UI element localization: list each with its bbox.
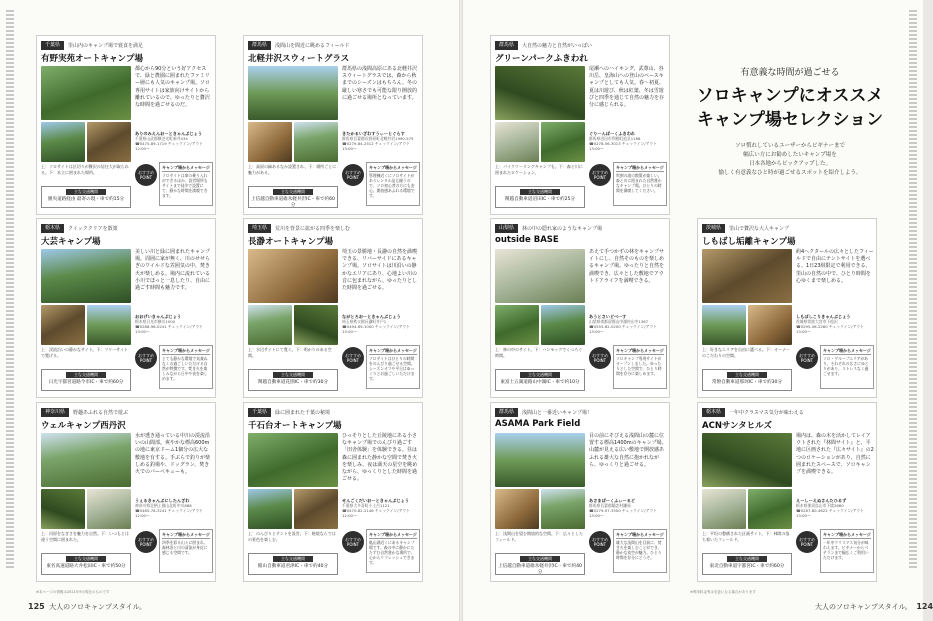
photo-caption: 上：のんびりとテントを設営。下：秘境ならではの景色を楽しむ。	[248, 531, 336, 542]
sub-photo	[702, 305, 746, 345]
sub-photo	[41, 122, 85, 162]
feature-title: ソロキャンプにオススメ キャンプ場セレクション	[696, 86, 884, 130]
campsite-name: 大芸キャンプ場	[41, 237, 101, 247]
main-photo	[248, 249, 338, 303]
campsite-info: えーしーえぬさんたひるず 栃木県那須烏山市下境2680 ☎0287-80-4622 チェックイン/アウト 13:00〜	[796, 498, 864, 518]
sub-photo	[541, 122, 585, 162]
campsite-description: 目の前にそびえる浅間山の麓に位置する標高1400mのキャンプ場。山麓が見える広い敷地で開放感あふれる雄大な自然に抱かれながら、ゆっくりと過ごせる。	[589, 433, 667, 468]
campsite-info: きたかるいざわすうぃーとぐらす 群馬県吾妻郡長野原町北軽井沢1990-579 ☎0279-84-2512 チェックイン/アウト 13:00〜	[342, 131, 414, 151]
photo-caption: 上：高原の緑あるなか設置され、下：場所ごとに魅力がある。	[248, 164, 337, 175]
campsite-card-8	[36, 402, 216, 582]
prefecture-label: 千葉県	[248, 408, 271, 417]
sub-photo	[748, 305, 792, 345]
campsite-name: 千石台オートキャンプ場	[248, 421, 342, 431]
right-edge-stripe	[909, 10, 917, 570]
card-tagline: 浅間山と一番近いキャンプ場！	[522, 409, 593, 416]
main-photo	[41, 249, 131, 303]
sub-photo	[248, 489, 292, 529]
prefecture-label: 神奈川県	[41, 408, 69, 417]
sub-photo	[541, 489, 585, 529]
sub-photo	[495, 122, 539, 162]
photo-caption: 上：河原をなぎさを魅力を自然。下：いつもとは違う空間に囲まれた。	[41, 531, 129, 542]
campsite-name: 長瀞オートキャンプ場	[248, 237, 334, 247]
campsite-card-4	[36, 218, 216, 398]
campsite-card-2	[243, 35, 423, 215]
campsite-description: 群馬県の浅間高原にある北軽井沢スウィートグラスでは、森から秋までのシーズンはもちろん、冬の厳しい寒さでも可能な限り開放的に過ごせる場所となっています。	[342, 66, 418, 101]
access-box: 主な交通機関 関越自動車道花園IC・車で約30分	[248, 369, 338, 391]
campsite-name: しもばし垢離キャンプ場	[702, 237, 796, 247]
campsite-name: グリーンパークふきわれ	[495, 54, 588, 64]
campsite-card-11	[697, 402, 877, 582]
photo-caption: 上：水辺サイトにて寛ぐ。下：明かりのある空間。	[248, 347, 332, 358]
card-tagline: 里山内のキャンプ場で寝食を満足	[68, 42, 144, 49]
recommend-point-badge: おすすめ POINT	[796, 347, 818, 369]
prefecture-label: 栃木県	[702, 408, 725, 417]
campsite-card-5	[243, 218, 423, 398]
sub-photo	[248, 305, 292, 345]
card-tagline: 荒川を背景に拡がる四季を楽しむ	[275, 225, 351, 232]
main-photo	[495, 249, 585, 303]
recommend-point-badge: おすすめ POINT	[589, 347, 611, 369]
card-tagline: 浅間山を間近に眺めるフィールド	[275, 42, 350, 49]
prefecture-label: 群馬県	[495, 41, 518, 50]
sub-photo	[294, 122, 338, 162]
campsite-info: ありのみえんおーときゃんぷじょう 千葉県山武郡横芝光町新井434 ☎0475-89-1719 チェックイン/アウト 12:00〜	[135, 131, 203, 151]
prefecture-label: 群馬県	[248, 41, 271, 50]
campsite-message-box: キャンプ場からメッセージ 雄大な浅間山を目前に、焚き火を楽しむことができ、静かな夜空が魅力。ひとり時間を存分にどうぞ。	[613, 529, 667, 573]
access-box: 主な交通機関 常磐自動車道那珂IC・車で約30分	[702, 369, 792, 391]
campsite-name: 有野実苑オートキャンプ場	[41, 54, 144, 64]
sub-photo	[702, 489, 746, 529]
campsite-message-box: キャンプ場からメッセージ 四季を彩る山々に囲まれ、森林浴と川の清流が身近に感じる空間です。	[159, 529, 213, 573]
sub-photo	[495, 305, 539, 345]
footnote-right: ※利用料金等は変更になる場合があります	[690, 590, 756, 594]
photo-caption: 上：林の中のサイト。下：ハンモックでくつろぐ時間。	[495, 347, 583, 358]
prefecture-label: 千葉県	[41, 41, 64, 50]
sub-photo	[87, 122, 131, 162]
main-photo	[495, 66, 585, 120]
card-tagline: 一年中クラスマス気分が味わえる	[729, 409, 804, 416]
campsite-description: 美しい川と緑に囲まれたキャンプ場。周囲に家が無く、川のせせらぎのワイルドな雰囲気の中、焚き火が楽しめる。場内に流れている小川でほっと一息したり、自由に過ごす時間も魅力です。	[135, 249, 211, 292]
sub-photo	[87, 305, 131, 345]
recommend-point-badge: おすすめ POINT	[135, 531, 157, 553]
campsite-info: ぐりーんぱーくふきわれ 群馬県沼田市利根町追貝1168 ☎0278-56-3013 チェックイン/アウト 13:00〜	[589, 131, 657, 151]
feature-subtitle: 有意義な時間が過ごせる	[740, 68, 840, 78]
prefecture-label: 茨城県	[702, 224, 725, 233]
photo-caption: 上：バイクツーリングキャンプも。下：森と川に囲まれたロケーション。	[495, 164, 583, 175]
feature-description: ソロ慣れしているユーザーからビギナーまで 幅広い方にお勧めしたいキャンプ場を 日本各地からピックアップした。 愉しく有意義なひと時が過ごせるスポットを紹介しよう。	[718, 143, 862, 176]
campsite-message-box: キャンプ場からメッセージ とても静かな環境で気兼ねなくお過ごしいただける自然が特徴です。焚き火を楽しみながら日中や夜を楽しめます。	[159, 345, 213, 389]
recommend-point-badge: おすすめ POINT	[342, 164, 364, 186]
main-photo	[702, 433, 792, 487]
campsite-name: ASAMA Park Field	[495, 419, 581, 429]
recommend-point-badge: おすすめ POINT	[589, 164, 611, 186]
campsite-card-9	[243, 402, 423, 582]
prefecture-label: 群馬県	[495, 408, 518, 417]
campsite-description: あえて手つかずの林をキャンプサイトにし、自然そのものを楽しめるキャンプ場。ゆったりと自然を満喫でき、広々とした敷地でアウトドアライフを満喫できる。	[589, 249, 665, 284]
prefecture-label: 埼玉県	[248, 224, 271, 233]
campsite-name: ウェルキャンプ西丹沢	[41, 421, 126, 431]
campsite-message-box: キャンプ場からメッセージ ソロキャンプ専用サイトがオープンしました。ゆったりとした空間で、ひとり時間を存分に楽しめます。	[613, 345, 667, 389]
footnote-left: ※本ページの情報は2021年9月現在のものです	[36, 590, 110, 594]
page-number-right: 大人のソロキャンプスタイル。 124	[815, 602, 933, 611]
page-gutter	[459, 0, 463, 621]
campsite-description: 埼玉の景勝地・長瀞の自然を満喫できる、リバーサイドにあるキャンプ場。ソロサイトは川沿いの静かなエリアにあり、心地よい川の音に包まれながら、ゆったりとした時間を過ごせる。	[342, 249, 418, 292]
campsite-info: ながとろおーときゃんぷじょう 埼玉県秩父郡長瀞町井戸1 ☎0494-69-1000 チェックイン/アウト 13:00〜	[342, 314, 410, 334]
campsite-info: あさまぱーくふぃーるど 群馬県吾妻郡嬬恋村鎌原 ☎0279-97-3500 チェックイン/アウト 13:00〜	[589, 498, 657, 518]
access-box: 主な交通機関 東北自動車道宇都宮IC・車で約60分	[702, 553, 792, 575]
access-box: 主な交通機関 上信越自動車道碓氷軽井沢IC・車で約60分	[248, 186, 338, 208]
sub-photo	[495, 489, 539, 529]
main-photo	[248, 433, 338, 487]
left-edge-stripe	[6, 10, 14, 570]
recommend-point-badge: おすすめ POINT	[135, 347, 157, 369]
card-tagline: クイッククリアを散策	[68, 225, 118, 232]
campsite-message-box: キャンプ場からメッセージ ソロサイトはひとりの時間をのんびり過ごせる空間。シーズンオフや平日はゆっくりとお過ごしいただけます。	[366, 345, 420, 389]
campsite-name: 北軽井沢スウィートグラス	[248, 54, 350, 64]
campsite-info: しもばしこりきゃんぷじょう 茨城県常陸大宮市下桧沢 ☎0295-58-2280 チェックイン/アウト 13:00〜	[796, 314, 864, 334]
main-photo	[495, 433, 585, 487]
card-tagline: 林の中の隠れ家のようなキャンプ場	[522, 225, 603, 232]
campsite-info: おおげいきゃんぷじょう 栃木県日光市横川1000 ☎0288-96-0241 チェックイン/アウト 13:00〜	[135, 314, 203, 334]
campsite-message-box: キャンプ場からメッセージ 吹割の滝の散策が楽しい。森と川に囲まれた自然豊かなキャンプ場。ひとりの時間を満喫してください。	[613, 162, 667, 206]
campsite-card-10	[490, 402, 670, 582]
sub-photo	[248, 122, 292, 162]
campsite-description: 都心から90分という好アクセスで、緑と農園に囲まれたファミリー層にも人気のキャンプ場。ソロ専用サイトは家族向けサイトから離れているので、ゆったりと贅沢な時間を過ごせるのだ。	[135, 66, 211, 109]
campsite-message-box: キャンプ場からメッセージ 亀山湖近くにあるキャンプ場です。森の中に静かにたたずむ自然豊かな場所で、心からリフレッシュできます。	[366, 529, 420, 573]
access-box: 主な交通機関 圏央道路経由 最寄の現・車で約15分	[41, 186, 131, 208]
photo-caption: 上：渓流沿いの静かなサイト。下：フリーサイトで寛げる。	[41, 347, 128, 358]
access-box: 主な交通機関 東名高速道路大井松田IC・車で約50分	[41, 553, 131, 575]
prefecture-label: 山梨県	[495, 224, 518, 233]
prefecture-label: 栃木県	[41, 224, 64, 233]
sub-photo	[541, 305, 585, 345]
campsite-description: 場内は、森の木を活かしてレイアウトされた『林間サイト』と、平地に区画された『広々サイト』の2つのロケーションがあり、自然に囲まれたスペースで、ソロキャンプを満喫できる。	[796, 433, 874, 476]
sub-photo	[294, 489, 338, 529]
campsite-card-7	[697, 218, 877, 398]
photo-caption: 上：好きなエリアを自由に選べる。下：オーナーのこだわりの空間。	[702, 347, 790, 358]
campsite-card-6	[490, 218, 670, 398]
campsite-card-3	[490, 35, 670, 215]
campsite-name: ACNサンタヒルズ	[702, 421, 772, 431]
campsite-name: outside BASE	[495, 235, 559, 245]
main-photo	[41, 66, 131, 120]
sub-photo	[41, 489, 85, 529]
recommend-point-badge: おすすめ POINT	[342, 531, 364, 553]
feature-intro	[690, 35, 890, 215]
campsite-message-box: キャンプ場からメッセージ ソロ・グループエリアがあり、それぞれの広さにゆとりがあり、ストレスなく過ごせます。	[820, 345, 874, 389]
recommend-point-badge: おすすめ POINT	[589, 531, 611, 553]
campsite-description: 約4ヘクタールの広々としたフィールドで自由にテントサイトを選べる。1日23組限定で利用できる、里山の自然の中で、ひとり時間を心ゆくまで楽しめる。	[796, 249, 874, 284]
campsite-message-box: キャンプ場からメッセージ 管理棟近くにソロサイトがありレンタル品も揃うので、ソロ初心者の方にも安心。開放感あふれる環境です。	[366, 162, 420, 206]
campsite-message-box: キャンプ場からメッセージ 一年中クリスマス気分が味わえます。ビギナーからベテランまで幅広くご利用いただけます。	[820, 529, 874, 573]
photo-caption: 上：浅間山を望む開放的な空間。下：広々としたフィールド。	[495, 531, 583, 542]
campsite-info: せんごくだいおーときゃんぷじょう 千葉県大多喜町小土呂1121 ☎0470-82-2148 チェックイン/アウト 12:00〜	[342, 498, 410, 518]
card-tagline: 大自然の魅力と自然がいっぱい	[522, 42, 593, 49]
main-photo	[41, 433, 131, 487]
access-box: 主な交通機関 日光宇都宮道路今市IC・車で約60分	[41, 369, 131, 391]
campsite-info: あうとさいどべーす 山梨県南都留郡山中湖村山中1367 ☎0555-62-0200 チェックイン/アウト 13:00〜	[589, 314, 657, 334]
main-photo	[702, 249, 792, 303]
sub-photo	[294, 305, 338, 345]
sub-photo	[41, 305, 85, 345]
card-tagline: 緑に囲まれた千葉の秘境	[275, 409, 331, 416]
access-box: 主な交通機関 館山自動車道君津IC・車で約40分	[248, 553, 338, 575]
main-photo	[248, 66, 338, 120]
campsite-card-1	[36, 35, 216, 215]
photo-caption: 上：ソロサイトは区切りが贅沢の居住大が取られる。下：木立に囲まれた場所。	[41, 164, 129, 175]
recommend-point-badge: おすすめ POINT	[135, 164, 157, 186]
photo-caption: 上：平坦の整備された区画サイト。下：林間の落ち着いたフィールド。	[702, 531, 790, 542]
page-number-left: 125 大人のソロキャンプスタイル。	[28, 602, 147, 611]
campsite-description: ひっそりとした丘陵地にある小さなキャンプ場でのんびり過ごす「田舎体験」を体験できる。昼は森に囲まれた静かな空間で焚き火を楽しみ、夜は満天の星空を眺めながら、ゆっくりとした時間を過ごせる。	[342, 433, 418, 483]
campsite-info: うぇるきゃんぷにしたんざわ 神奈川県足柄上郡山北町中川868 ☎0465-78-3241 チェックイン/アウト 12:00〜	[135, 498, 203, 518]
campsite-message-box: キャンプ場からメッセージ ソロサイトは車の乗り入れができるほか、設営場所もサイトまで徒歩で設置にて、静かな時間を満喫できます。	[159, 162, 213, 206]
sub-photo	[87, 489, 131, 529]
sub-photo	[748, 489, 792, 529]
access-box: 主な交通機関 東富士五湖道路山中湖IC・車で約10分	[495, 369, 585, 391]
campsite-description: 水が透き通っている中川の渓流沿いの山間部。爽やかな標高600mの地に東京ドーム1個分の広大な敷地を有する。手ぶらで釣りが楽しめる釣場や、ドッグラン、焚き火でのバーベキューも。	[135, 433, 211, 476]
card-tagline: 野趣あふれる自然で遊ぶ	[73, 409, 129, 416]
access-box: 主な交通機関 関越自動車道沼田IC・車で約25分	[495, 186, 585, 208]
recommend-point-badge: おすすめ POINT	[342, 347, 364, 369]
card-tagline: 里山で贅沢な大人キャンプ	[729, 225, 790, 232]
access-box: 主な交通機関 上信越自動車道碓氷軽井沢IC・車で約40分	[495, 553, 585, 575]
recommend-point-badge: おすすめ POINT	[796, 531, 818, 553]
campsite-description: 尾瀬へのハイキング、武尊山、谷川岳、皇海山への登山のベースキャンプとしても人気。春〜初夏、夏は川遊び、秋は紅葉、冬は雪遊びと四季を通じて自然の魅力を存分に感じられる。	[589, 66, 665, 109]
